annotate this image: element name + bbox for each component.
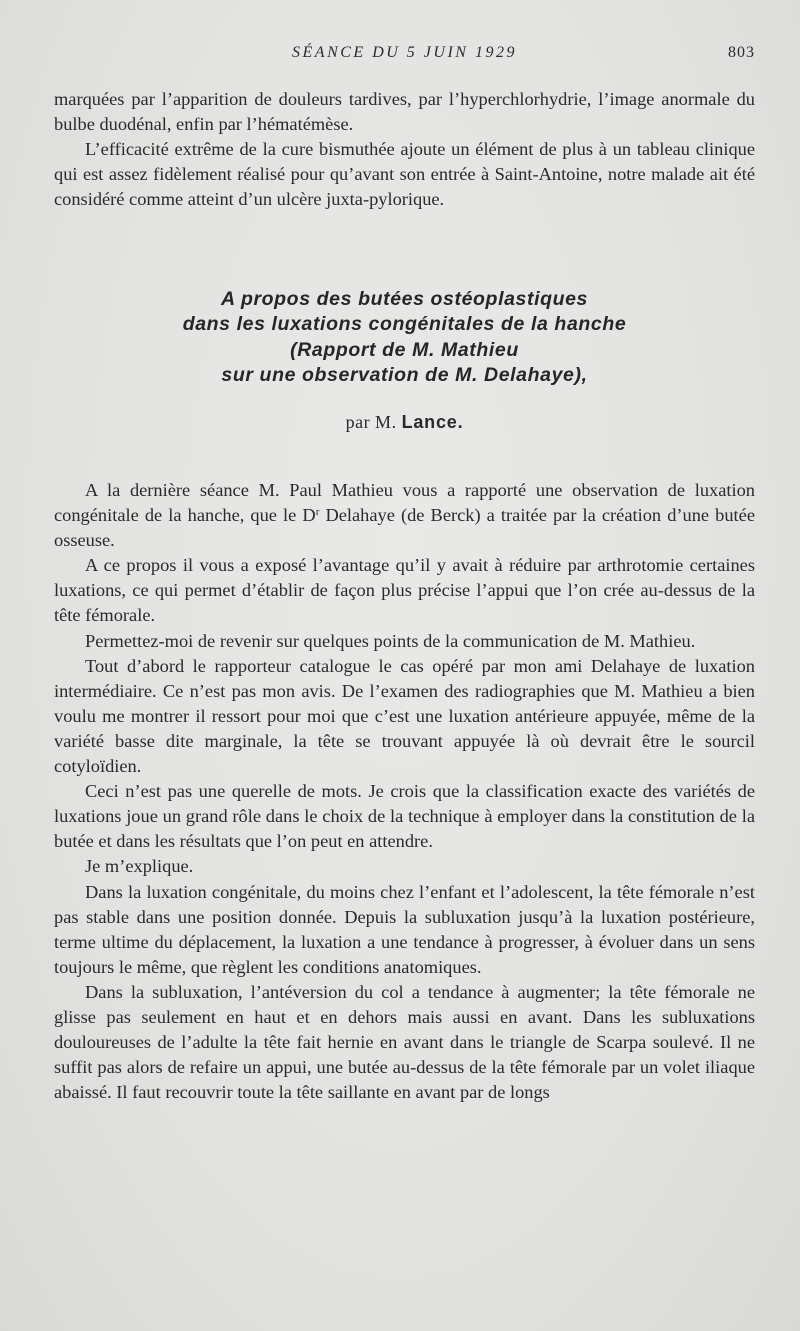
page-number: 803 [728,44,755,61]
paragraph: Dans la luxation congénitale, du moins chez l’enfant et l’adolescent, la tête fémorale n’est pas stable dans une position donnée. Depuis la subluxation jusqu’à la luxation postérieure, terme ultime du déplacement, la luxation a une tendance à progresser, à évoluer dans un sens toujours le même, que règlent les conditions anatomiques. [54,881,755,977]
paragraph: Tout d’abord le rapporteur catalogue le cas opéré par mon ami Delahaye de luxation intermédiaire. Ce n’est pas mon avis. De l’examen des radiographies que M. Mathieu a bien voulu me montrer il ressort pour moi que c’est une luxation antérieure appuyée, même de la variété basse dite marginale, la tête se trouvant appuyée là où devrait être le sourcil cotyloïdien. [54,655,755,777]
paragraph: Je m’explique. [85,856,194,877]
running-title: SÉANCE DU 5 JUIN 1929 [292,44,517,61]
article-title-line: A propos des butées ostéoplastiques [220,288,588,310]
paragraph: Permettez-moi de revenir sur quelques points de la communication de M. Mathieu. [85,630,696,651]
paragraph: Ceci n’est pas une querelle de mots. Je crois que la classification exacte des variétés de luxations joue un grand rôle dans le choix de la technique à employer dans la constitution de la butée et dans les résultats que l’on peut en attendre. [54,781,755,852]
paragraph: L’efficacité extrême de la cure bismuthée ajoute un élément de plus à un tableau clinique qui est assez fidèlement réalisé pour qu’avant son entrée à Saint-Antoine, notre malade ait été considéré comme atteint d’un ulcère juxta-pylorique. [54,139,755,210]
paragraph [54,478,755,553]
article-title [54,287,755,388]
paragraph: marquées par l’apparition de douleurs tardives, par l’hyperchlorhydrie, l’image anormale du bulbe duodénal, enfin par l’hématémèse. [54,89,755,135]
superscript: r [315,506,320,519]
author-name: Lance. [401,412,464,432]
article-title-line: (Rapport de M. Mathieu [290,338,519,361]
paragraph-text: A la dernière séance M. Paul Mathieu vous a rapporté une observation de luxation congénitale de la hanche, que le D [54,480,755,526]
article-body [54,478,755,1105]
paragraph: Dans la subluxation, l’antéversion du col a tendance à augmenter; la tête fémorale ne glisse pas seulement en haut et en dehors mais aussi en avant. Dans les subluxations douloureuses de l’adulte la tête fait hernie en avant dans le triangle de Scarpa soulevé. Il ne suffit pas alors de refaire un appui, une butée au-dessus de la tête fémorale par un volet iliaque abaissé. Il faut recouvrir toute la tête saillante en avant par de longs [54,981,755,1103]
author-byline [54,412,755,433]
article-title-line: sur une observation de M. Delahaye), [221,363,588,386]
paragraph: A ce propos il vous a exposé l’avantage qu’il y avait à réduire par arthrotomie certaines luxations, ce qui permet d’établir de façon plus précise l’appui que l’on crée au-dessus de la tête fémorale. [54,555,755,626]
paragraph-text: Delahaye (de Berck) a traitée par la création d’une butée osseuse. [54,505,755,551]
byline-prefix: par M. [345,412,397,432]
previous-article-ending [54,87,755,212]
running-header [54,44,755,68]
article-title-line: dans les luxations congénitales de la hanche [182,313,627,336]
